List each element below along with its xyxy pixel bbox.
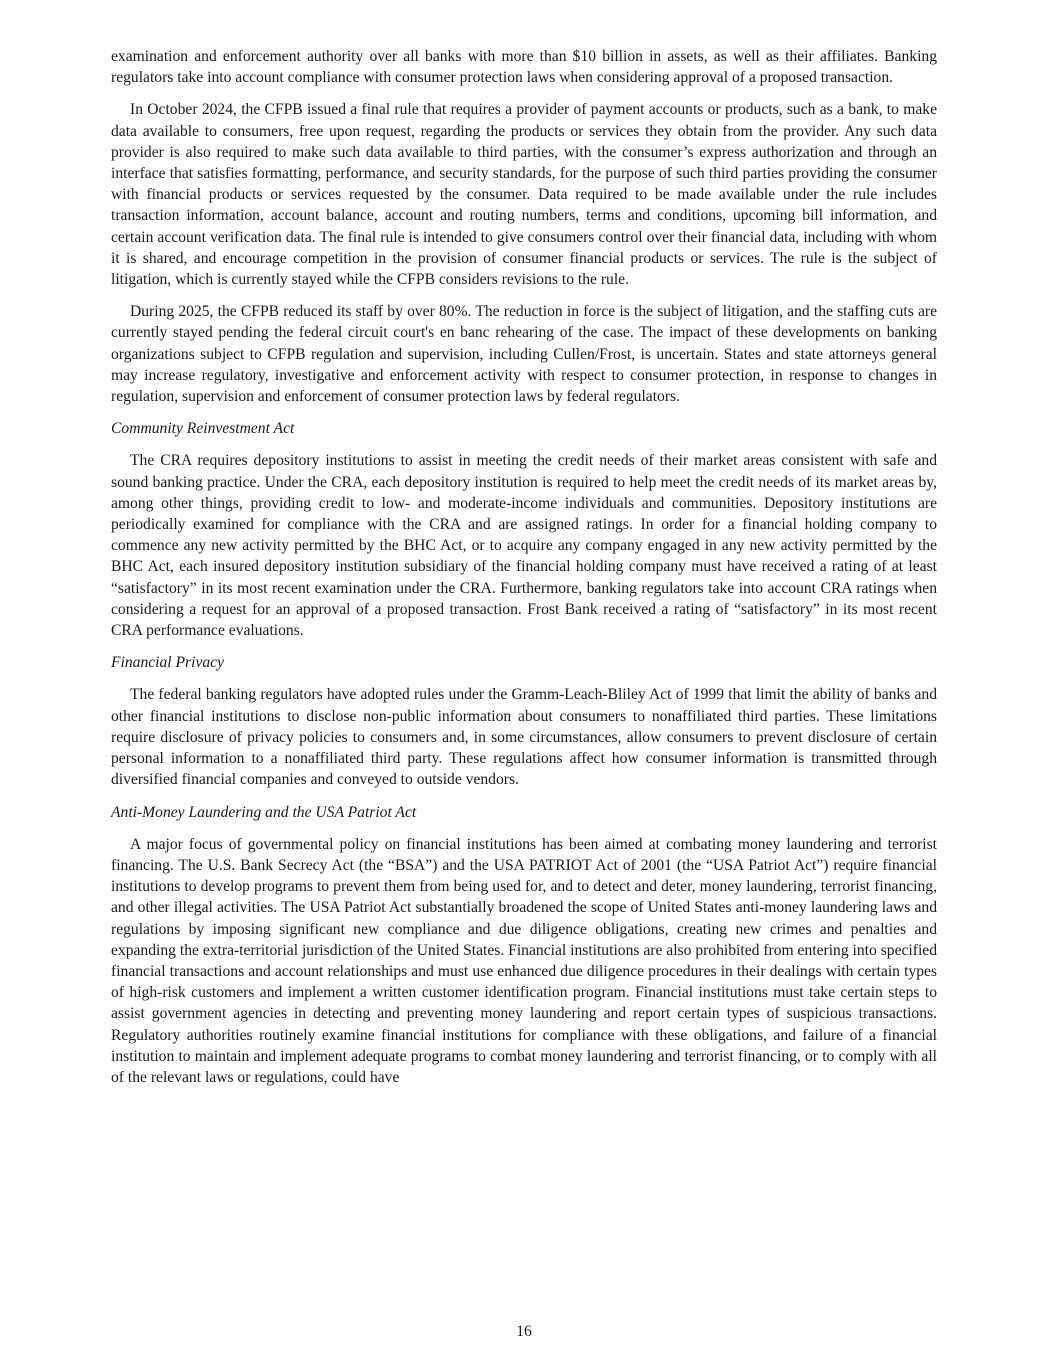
paragraph-cra: The CRA requires depository institutions to assist in meeting the credit needs of their market areas consistent with safe and sound banking practice. Under the CRA, each depository institution is required to help meet the credit needs of its market areas by, among other things, providing credit to low- and moderate-income individuals and communities. Depository institutions are periodically examined for compliance with the CRA and are assigned ratings. In order for a financial holding company to commence any new activity permitted by the BHC Act, or to acquire any company engaged in any new activity permitted by the BHC Act, each insured depository institution subsidiary of the financial holding company must have received a rating of at least “satisfactory” in its most recent examination under the CRA. Furthermore, banking regulators take into account CRA ratings when considering a request for an approval of a proposed transaction. Frost Bank received a rating of “satisfactory” in its most recent CRA performance evaluations.	[111, 452, 937, 640]
paragraph-cfpb-staff-reduction: During 2025, the CFPB reduced its staff by over 80%. The reduction in force is the subject of litigation, and the staffing cuts are currently stayed pending the federal circuit court's en banc rehearing of the case. The impact of these developments on banking organizations subject to CFPB regulation and supervision, including Cullen/Frost, is uncertain. States and state attorneys general may increase regulatory, investigative and enforcement activity with respect to consumer protection, in response to changes in regulation, supervision and enforcement of consumer protection laws by federal regulators.	[111, 303, 937, 406]
paragraph-continuation: examination and enforcement authority over all banks with more than $10 billion in assets, as well as their affiliates. Banking regulators take into account compliance with consumer protection laws when considering approval of a proposed transaction.	[111, 48, 937, 87]
paragraph-anti-money-laundering: A major focus of governmental policy on financial institutions has been aimed at combating money laundering and terrorist financing. The U.S. Bank Secrecy Act (the “BSA”) and the USA PATRIOT Act of 2001 (the “USA Patriot Act”) require financial institutions to develop programs to prevent them from being used for, and to detect and deter, money laundering, terrorist financing, and other illegal activities. The USA Patriot Act substantially broadened the scope of United States anti-money laundering laws and regulations by imposing significant new compliance and due diligence obligations, creating new crimes and penalties and expanding the extra-territorial jurisdiction of the United States. Financial institutions are also prohibited from entering into specified financial transactions and account relationships and must use enhanced due diligence procedures in their dealings with certain types of high-risk customers and implement a written customer identification program. Financial institutions must take certain steps to assist government agencies in detecting and preventing money laundering and report certain types of suspicious transactions. Regulatory authorities routinely examine financial institutions for compliance with these obligations, and failure of a financial institution to maintain and implement adequate programs to combat money laundering and terrorist financing, or to comply with all of the relevant laws or regulations, could have	[111, 835, 937, 1086]
paragraph-cfpb-final-rule: In October 2024, the CFPB issued a final rule that requires a provider of payment accounts or products, such as a bank, to make data available to consumers, free upon request, regarding the products or services they obtain from the provider. Any such data provider is also required to make such data available to third parties, with the consumer’s express authorization and through an interface that satisfies formatting, performance, and security standards, for the purpose of such third parties providing the consumer with financial products or services requested by the consumer. Data required to be made available under the rule includes transaction information, account balance, account and routing numbers, terms and conditions, upcoming bill information, and certain account verification data. The final rule is intended to give consumers control over their financial data, including with whom it is shared, and encourage competition in the provision of consumer financial products or services. The rule is the subject of litigation, which is currently stayed while the CFPB considers revisions to the rule.	[111, 101, 937, 289]
heading-anti-money-laundering: Anti-Money Laundering and the USA Patriot Act	[111, 803, 417, 821]
heading-financial-privacy: Financial Privacy	[111, 654, 225, 672]
page-number: 16	[516, 1323, 532, 1340]
document-body	[111, 46, 937, 1099]
heading-community-reinvestment-act: Community Reinvestment Act	[111, 420, 295, 438]
paragraph-financial-privacy: The federal banking regulators have adopted rules under the Gramm-Leach-Bliley Act of 1999 that limit the ability of banks and other financial institutions to disclose non-public information about consumers to nonaffiliated third parties. These limitations require disclosure of privacy policies to consumers and, in some circumstances, allow consumers to prevent disclosure of certain personal information to a nonaffiliated third party. These regulations affect how consumer information is transmitted through diversified financial companies and conveyed to outside vendors.	[111, 686, 937, 789]
